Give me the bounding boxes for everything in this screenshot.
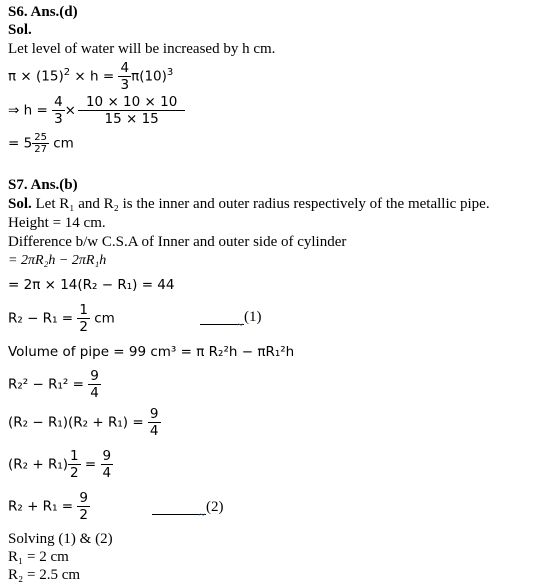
s6-equation-1: $\pi \times (15)^2 \times h$ = $\frac{4}{3}$ $\pi(10)^3$: [8, 60, 174, 93]
s7-heading: S7. Ans.(b): [8, 177, 78, 193]
equation-tag-1: (1): [244, 309, 262, 325]
s7-height: Height = 14 cm.: [8, 215, 106, 231]
s7-line-2: = 2π × 14(R₂ − R₁) = 44: [8, 277, 175, 293]
s6-equation-3: = 5 $\frac{25}{27}$ cm: [8, 132, 74, 155]
s6-intro: Let level of water will be increased by h cm.: [8, 41, 276, 57]
s7-result-r2: R₂ = 2.5 cm: [8, 567, 81, 583]
squiggle-mark: ~: [237, 319, 243, 331]
s7-volume: Volume of pipe = 99 cm³ = π R₂²h − πR₁²h: [8, 344, 295, 360]
s6-heading: S6. Ans.(d): [8, 4, 78, 20]
s7-line-3: R₂ − R₁ = $\frac{1}{2}$ cm: [8, 302, 115, 335]
s7-line-5: R₂² − R₁² = $\frac{9}{4}$: [8, 368, 99, 401]
s6-sol-label: Sol.: [8, 22, 32, 38]
s7-line-8: R₂ + R₁ = $\frac{9}{2}$: [8, 490, 88, 523]
s6-equation-2: ⇒ h = $\frac{4}{3}$ × $\frac{10 \times 10 \times 10}{15 \times 15}$: [8, 94, 185, 127]
s7-line-7: (R₂ + R₁) $\frac{1}{2}$ = $\frac{9}{4}$: [8, 448, 112, 481]
s7-line-1: = 2πR₂h − 2πR₁h: [8, 253, 107, 268]
tag-2-underline: [152, 514, 206, 515]
s7-difference: Difference b/w C.S.A of Inner and outer side of cylinder: [8, 234, 347, 250]
s7-intro: Sol. Let R₁ and R₂ is the inner and outer radius respectively of the metallic pipe.: [8, 196, 490, 212]
s7-line-6: (R₂ − R₁)(R₂ + R₁) = $\frac{9}{4}$: [8, 406, 159, 439]
equation-tag-2: (2): [206, 499, 224, 515]
s7-solving: Solving (1) & (2): [8, 531, 113, 547]
s7-result-r1: R₁ = 2 cm: [8, 549, 69, 565]
squiggle-mark: ~: [199, 509, 205, 521]
